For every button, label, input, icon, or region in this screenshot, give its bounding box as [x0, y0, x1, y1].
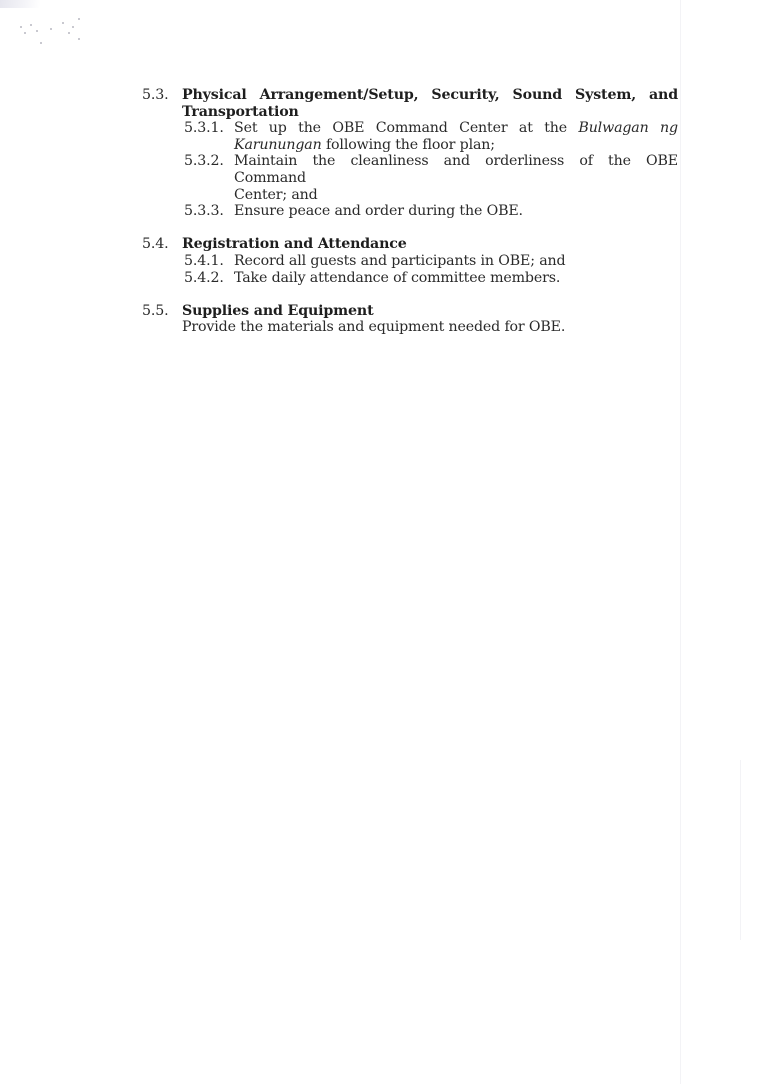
item-text-line: Maintain the cleanliness and orderliness of the OBE Command [234, 153, 678, 186]
section-body-text: Provide the materials and equipment needed for OBE. [182, 319, 566, 336]
list-item-5-3-1 [184, 120, 678, 153]
item-text-line: Karunungan following the floor plan; [234, 136, 495, 153]
list-item-5-3-2 [184, 153, 678, 203]
section-title: Physical Arrangement/Setup, Security, Sound System, and [182, 87, 678, 103]
item-number: 5.3.2. [184, 153, 224, 170]
item-number: 5.3.3. [184, 203, 224, 220]
item-text-line: Record all guests and participants in OBE; and [234, 252, 566, 269]
list-item-5-4-1 [184, 253, 678, 270]
scan-artifact-line [680, 0, 681, 1084]
scan-artifact-dots [14, 18, 84, 46]
scan-artifact-line [740, 760, 741, 940]
list-item-5-4-2 [184, 270, 678, 287]
section-number: 5.4. [142, 236, 169, 253]
section-number: 5.3. [142, 87, 169, 103]
section-title-cont: Transportation [182, 103, 299, 120]
item-text-line: Take daily attendance of committee members. [234, 269, 561, 286]
section-title: Supplies and Equipment [182, 302, 374, 319]
list-item-5-3-3 [184, 203, 678, 220]
item-number: 5.4.2. [184, 269, 224, 286]
section-5-5 [142, 303, 678, 336]
section-5-4 [142, 236, 678, 286]
item-number: 5.3.1. [184, 120, 224, 137]
item-text-line: Ensure peace and order during the OBE. [234, 203, 523, 220]
section-number: 5.5. [142, 302, 169, 319]
item-text-line: Center; and [234, 186, 318, 203]
document-body [142, 87, 678, 353]
item-number: 5.4.1. [184, 252, 224, 269]
item-text-line: Set up the OBE Command Center at the Bulwagan ng [234, 120, 678, 137]
scan-artifact-top-left [0, 0, 40, 8]
section-title: Registration and Attendance [182, 236, 407, 253]
section-5-3 [142, 87, 678, 220]
